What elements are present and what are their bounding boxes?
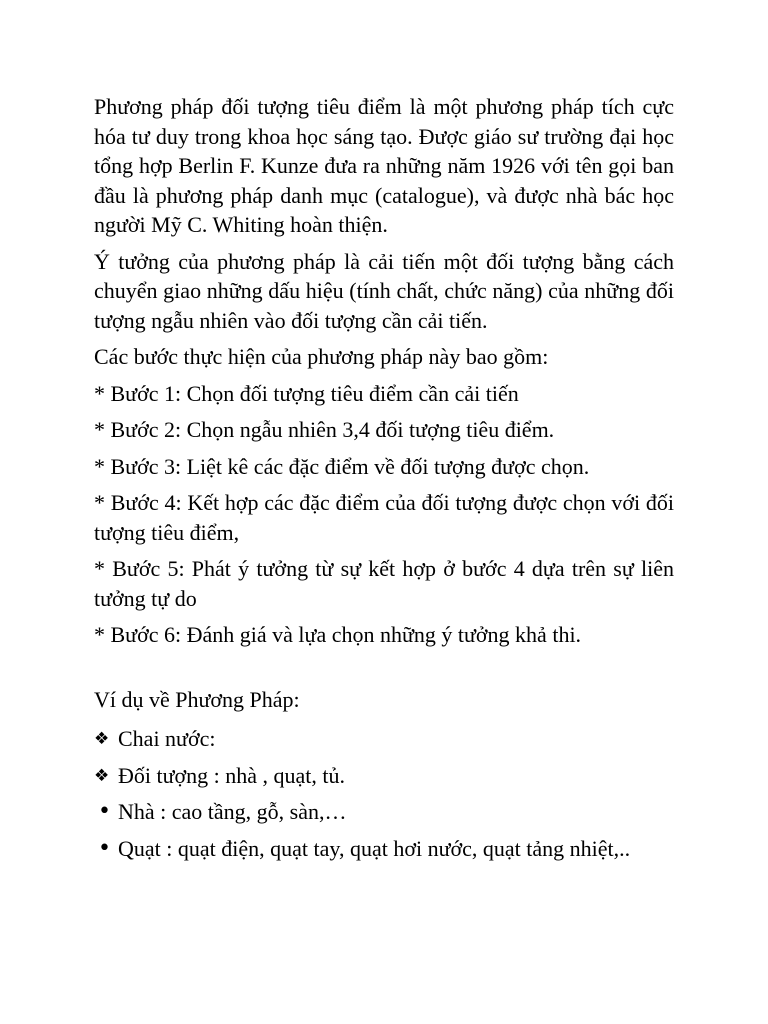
example-heading: Ví dụ về Phương Pháp: (94, 686, 300, 712)
document-body (94, 92, 674, 870)
list-item (94, 834, 674, 864)
step-2: * Bước 2: Chọn ngẫu nhiên 3,4 đối tượng tiêu điểm. (94, 417, 555, 442)
list-item-text: Quạt : quạt điện, quạt tay, quạt hơi nước, quạt tảng nhiệt,.. (118, 835, 631, 861)
intro-paragraph: Phương pháp đối tượng tiêu điểm là một phương pháp tích cực hóa tư duy trong khoa học sáng tạo. Được giáo sư trường đại học tổng hợp Berlin F. Kunze đưa ra những năm 1926 với tên gọi ban đầu là phương pháp danh mục (catalogue), và được nhà bác học người Mỹ C. Whiting hoàn thiện. (94, 94, 674, 237)
list-item (94, 761, 674, 791)
step-5: * Bước 5: Phát ý tưởng từ sự kết hợp ở bước 4 dựa trên sự liên tưởng tự do (94, 556, 674, 611)
list-item-text: Chai nước: (118, 726, 216, 751)
diamond-bullet-icon: ❖ (94, 729, 110, 749)
list-item (94, 797, 674, 827)
steps-intro-paragraph: Các bước thực hiện của phương pháp này bao gồm: (94, 344, 549, 369)
step-4: * Bước 4: Kết hợp các đặc điểm của đối tượng được chọn với đối tượng tiêu điểm, (94, 490, 674, 545)
step-6: * Bước 6: Đánh giá và lựa chọn những ý tưởng khả thi. (94, 622, 582, 647)
list-item (94, 724, 674, 754)
diamond-bullet-icon: ❖ (94, 765, 110, 786)
spacer (94, 657, 674, 685)
step-3: * Bước 3: Liệt kê các đặc điểm về đối tượng được chọn. (94, 453, 590, 479)
list-item-text: Nhà : cao tầng, gỗ, sàn,… (118, 799, 347, 824)
step-1: * Bước 1: Chọn đối tượng tiêu điểm cần cải tiến (94, 380, 519, 406)
round-bullet-icon: • (98, 835, 111, 861)
idea-paragraph: Ý tưởng của phương pháp là cải tiến một đối tượng bằng cách chuyển giao những dấu hiệu (tính chất, chức năng) của những đối tượng ngẫu nhiên vào đối tượng cần cải tiến. (94, 248, 674, 333)
round-bullet-icon: • (98, 799, 111, 824)
example-list (94, 724, 674, 863)
list-item-text: Đối tượng : nhà , quạt, tủ. (118, 762, 346, 788)
